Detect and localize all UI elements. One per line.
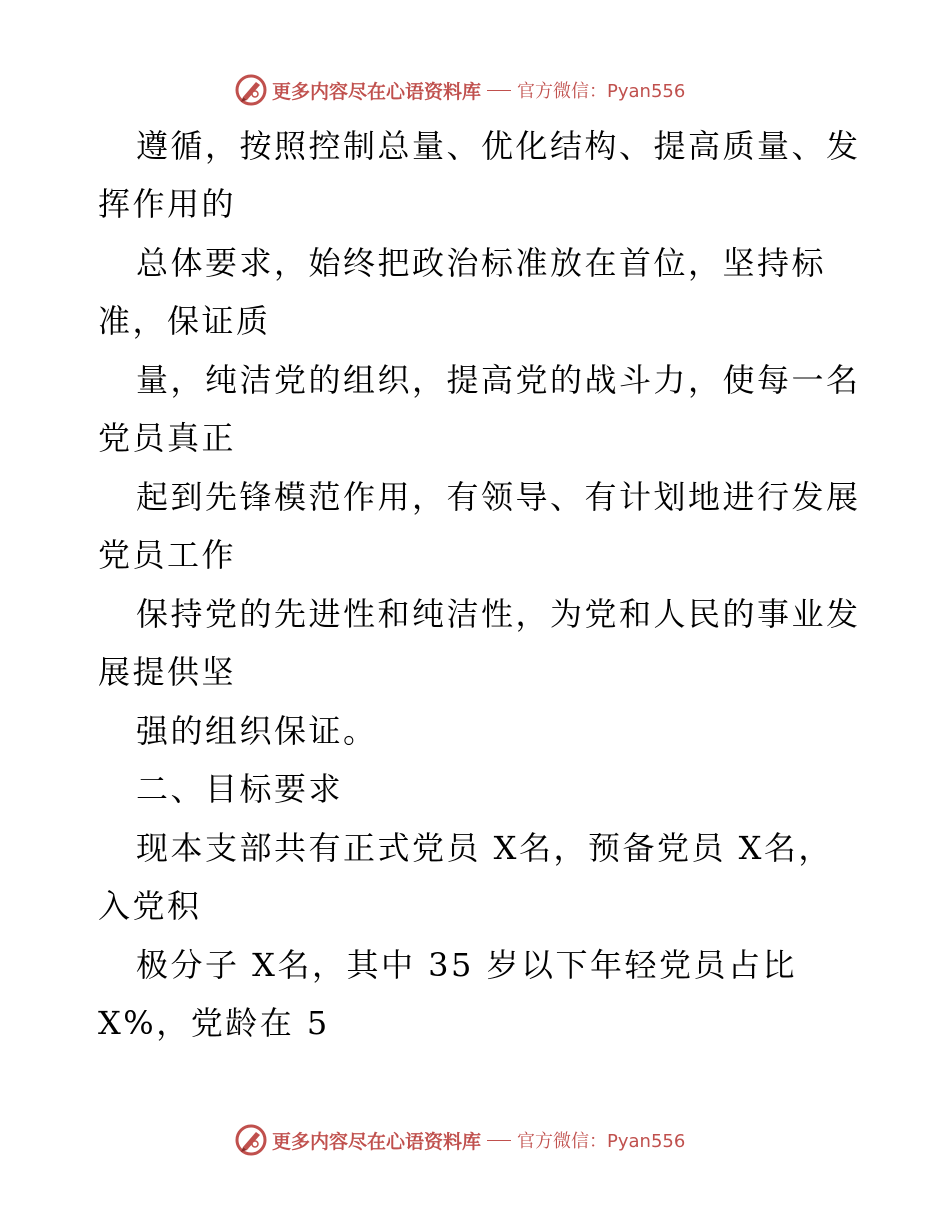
body-line: 现本支部共有正式党员 X名，预备党员 X名， [136, 829, 833, 867]
body-line: 极分子 X名，其中 35 岁以下年轻党员占比 [136, 946, 798, 984]
body-line: 起到先锋模范作用，有领导、有计划地进行发展 [136, 478, 861, 516]
watermark-dash [487, 1140, 511, 1141]
body-line: 挥作用的 [98, 185, 237, 223]
body-line: 强的组织保证。 [136, 712, 378, 750]
body-line: 量，纯洁党的组织，提高党的战斗力，使每一名 [136, 361, 861, 399]
body-line: 入党积 [98, 887, 202, 925]
body-line: 保持党的先进性和纯洁性，为党和人民的事业发 [136, 595, 861, 633]
watermark-brand: 更多内容尽在心语资料库 [272, 1130, 482, 1153]
body-line: X%，党龄在 5 [98, 1004, 330, 1042]
pen-circle-logo-icon [234, 73, 268, 107]
body-line: 展提供坚 [98, 653, 237, 691]
body-line: 党员真正 [98, 419, 237, 457]
pen-circle-logo-icon [234, 1123, 268, 1157]
watermark-dash [487, 90, 511, 91]
body-line: 遵循，按照控制总量、优化结构、提高质量、发 [136, 127, 861, 165]
section-heading: 二、目标要求 [136, 770, 344, 808]
watermark-contact: 官方微信：Pyan556 [517, 1131, 686, 1152]
footer-watermark [234, 1122, 685, 1158]
header-watermark [234, 72, 685, 108]
body-line: 党员工作 [98, 536, 237, 574]
watermark-brand: 更多内容尽在心语资料库 [272, 80, 482, 103]
body-line: 总体要求，始终把政治标准放在首位，坚持标 [136, 244, 827, 282]
body-line: 准，保证质 [98, 302, 271, 340]
watermark-contact: 官方微信：Pyan556 [517, 81, 686, 102]
